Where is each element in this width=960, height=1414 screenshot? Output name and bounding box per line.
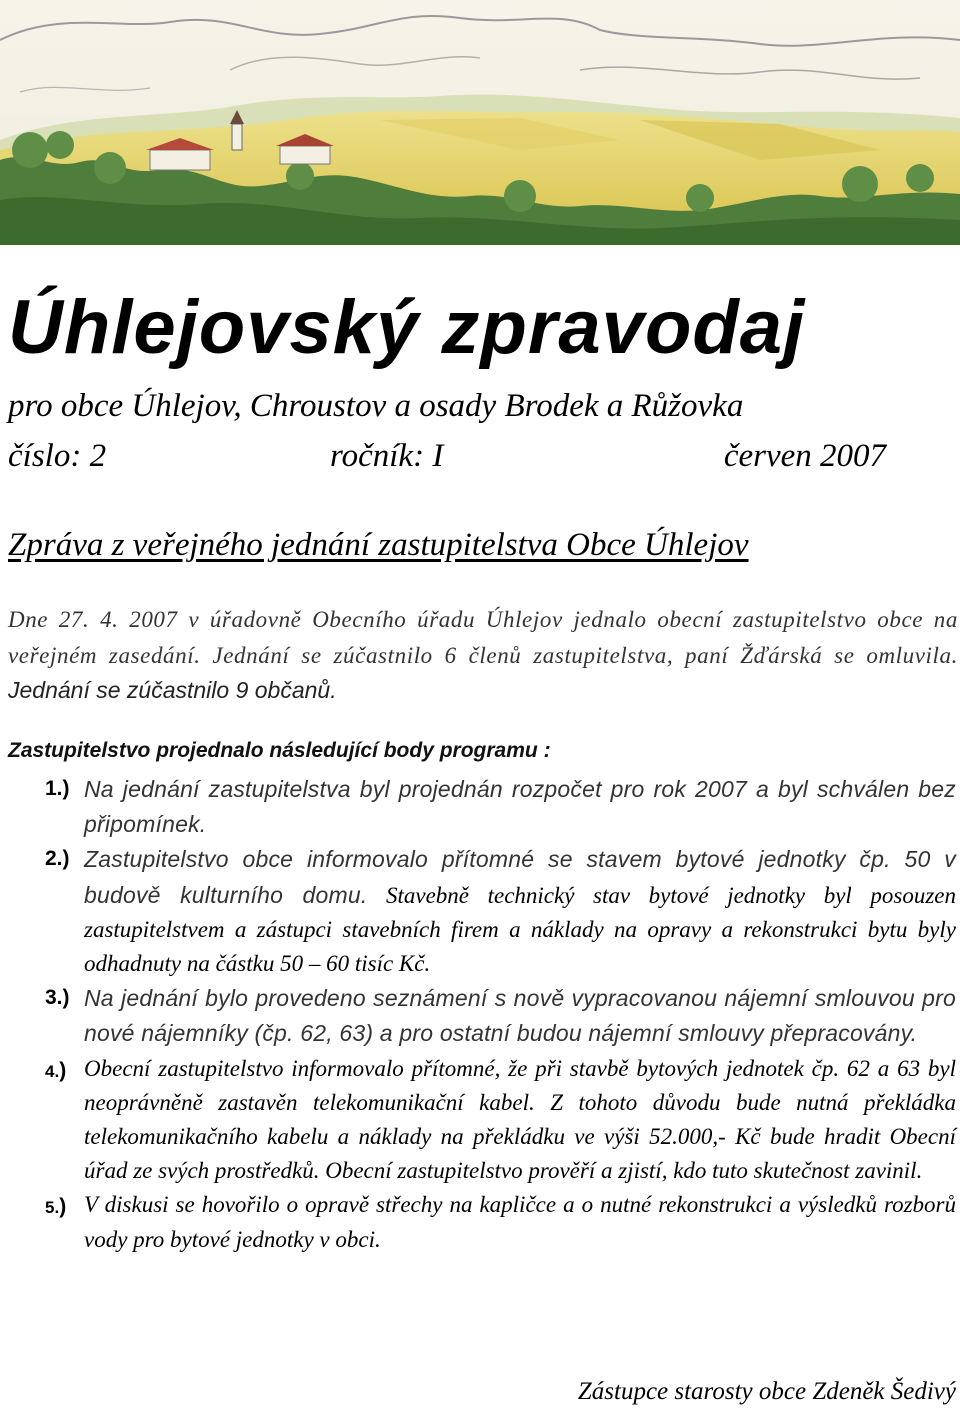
program-item xyxy=(0,842,956,981)
item-text: Na jednání zastupitelstva byl projednán rozpočet pro rok 2007 a byl schválen bez připomínek. xyxy=(84,776,956,838)
issue-date: červen 2007 xyxy=(723,438,886,474)
landscape-drawing xyxy=(0,0,960,245)
item-number: 4.) xyxy=(45,1058,67,1082)
item-number: 5.) xyxy=(45,1195,67,1219)
report-heading: Zpráva z veřejného jednání zastupitelstva Obce Úhlejov xyxy=(8,527,749,563)
item-number: 1.) xyxy=(45,777,70,800)
item-text: Zastupitelstvo obce informovalo přítomné se stavem bytové jednotky čp. 50 v budově kulturního domu. xyxy=(84,846,956,908)
item-text-continued: Stavebně technický stav bytové jednotky byl posouzen zastupitelstvem a zástupci stavebních firem a náklady na opravy a rekonstrukci bytu byly odhadnuty na částku 50 – 60 tisíc Kč. xyxy=(84,882,956,977)
program-heading: Zastupitelstvo projednalo následující body programu : xyxy=(8,739,551,762)
landscape-illustration xyxy=(0,0,960,245)
intro-attendance: Jednání se zúčastnilo 9 občanů. xyxy=(8,677,337,703)
item-number: 3.) xyxy=(45,986,70,1010)
item-text: Na jednání bylo provedeno seznámení s nově vypracovanou nájemní smlouvou pro nové nájemníky (čp. 62, 63) a pro ostatní budou nájemní smlouvy přepracovány. xyxy=(84,985,956,1047)
volume: ročník: I xyxy=(330,438,444,474)
item-number: 2.) xyxy=(45,847,70,871)
program-item xyxy=(0,772,956,842)
program-item xyxy=(0,1188,956,1256)
program-items xyxy=(0,772,960,1257)
intro-text: Dne 27. 4. 2007 v úřadovně Obecního úřadu Úhlejov jednalo obecní zastupitelstvo obce na veřejném zasedání. Jednání se zúčastnilo 6 členů zastupitelstva, paní Žďárská se omluvila. xyxy=(8,607,958,668)
program-item xyxy=(0,1052,956,1189)
item-text: Obecní zastupitelstvo informovalo přítomné, že při stavbě bytových jednotek čp. 62 a 63 byl neoprávněně zastavěn telekomunikační kabel. Z tohoto důvodu bude nutná překládka telekomunikačního kabelu a náklady na překládku ve výši 52.000,- Kč bude hradit Obecní úřad ze svých prostředků. Obecní zastupitelstvo prověří a zjistí, kdo tuto skutečnost zavinil. xyxy=(84,1055,956,1184)
newsletter-title: Úhlejovský zpravodaj xyxy=(8,285,806,370)
item-text: V diskusi se hovořilo o opravě střechy na kapličce a o nutné rekonstrukci a výsledků rozborů vody pro bytové jednotky v obci. xyxy=(84,1192,956,1252)
signature: Zástupce starosty obce Zdeněk Šedivý xyxy=(577,1378,956,1405)
issue-number: číslo: 2 xyxy=(8,438,107,474)
report-intro xyxy=(8,603,958,709)
newsletter-subtitle: pro obce Úhlejov, Chroustov a osady Brodek a Růžovka xyxy=(8,388,744,424)
program-item xyxy=(0,981,956,1051)
